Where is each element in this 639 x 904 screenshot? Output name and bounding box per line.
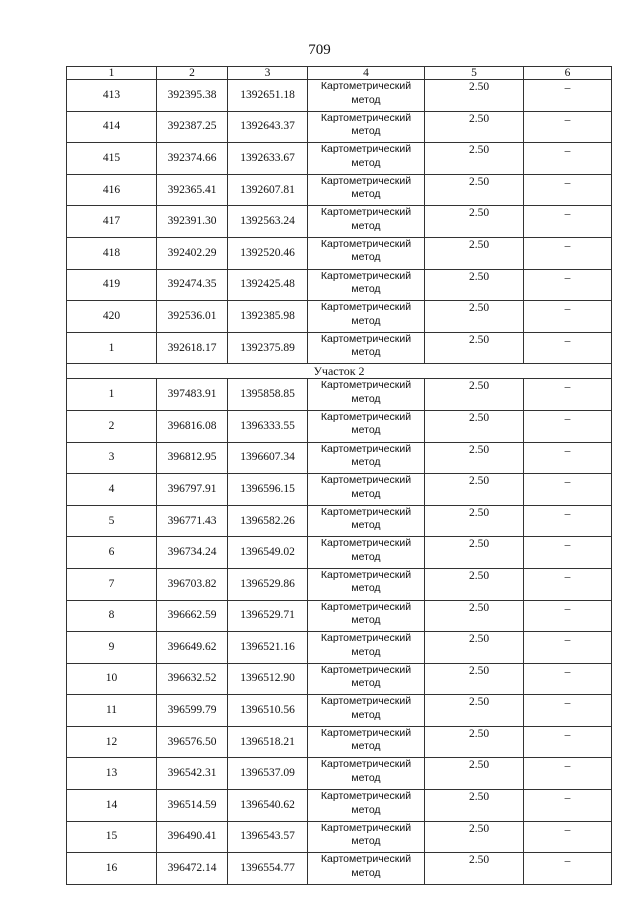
note-cell: –	[524, 237, 612, 269]
x-coordinate-cell: 396472.14	[157, 853, 228, 885]
y-coordinate-cell: 1396529.71	[228, 600, 308, 632]
header-cell: 6	[524, 67, 612, 80]
x-coordinate-cell: 397483.91	[157, 379, 228, 411]
accuracy-cell: 2.50	[425, 663, 524, 695]
point-number-cell: 417	[67, 206, 157, 238]
y-coordinate-cell: 1396537.09	[228, 758, 308, 790]
method-line-2: метод	[351, 188, 381, 201]
coordinates-table	[66, 66, 612, 885]
point-number-cell: 416	[67, 174, 157, 206]
accuracy-cell: 2.50	[425, 206, 524, 238]
accuracy-cell: 2.50	[425, 821, 524, 853]
section-title: Участок 2	[67, 364, 612, 379]
table-row	[67, 600, 612, 632]
point-number-cell: 15	[67, 821, 157, 853]
x-coordinate-cell: 392365.41	[157, 174, 228, 206]
point-number-cell: 413	[67, 80, 157, 112]
note-cell: –	[524, 821, 612, 853]
table-row	[67, 821, 612, 853]
method-cell	[308, 143, 425, 175]
accuracy-cell: 2.50	[425, 790, 524, 822]
method-line-2: метод	[351, 283, 381, 296]
x-coordinate-cell: 392474.35	[157, 269, 228, 301]
x-coordinate-cell: 396816.08	[157, 410, 228, 442]
y-coordinate-cell: 1392375.89	[228, 332, 308, 364]
method-cell	[308, 80, 425, 112]
y-coordinate-cell: 1396510.56	[228, 695, 308, 727]
point-number-cell: 12	[67, 726, 157, 758]
method-line-1: Картометрический	[320, 237, 412, 250]
method-cell	[308, 111, 425, 143]
table-row	[67, 80, 612, 112]
method-line-1: Картометрический	[320, 379, 412, 392]
y-coordinate-cell: 1396543.57	[228, 821, 308, 853]
method-line-2: метод	[351, 835, 381, 848]
x-coordinate-cell: 396632.52	[157, 663, 228, 695]
method-line-2: метод	[351, 866, 381, 879]
note-cell: –	[524, 790, 612, 822]
method-line-1: Картометрический	[320, 206, 412, 219]
method-cell	[308, 537, 425, 569]
method-line-2: метод	[351, 645, 381, 658]
y-coordinate-cell: 1392563.24	[228, 206, 308, 238]
point-number-cell: 2	[67, 410, 157, 442]
point-number-cell: 10	[67, 663, 157, 695]
method-cell	[308, 663, 425, 695]
method-line-1: Картометрический	[320, 80, 412, 92]
method-cell	[308, 206, 425, 238]
y-coordinate-cell: 1396549.02	[228, 537, 308, 569]
note-cell: –	[524, 410, 612, 442]
method-line-1: Картометрический	[320, 410, 412, 423]
method-line-2: метод	[351, 614, 381, 626]
point-number-cell: 7	[67, 568, 157, 600]
method-line-2: метод	[351, 314, 381, 327]
table-row	[67, 537, 612, 569]
y-coordinate-cell: 1392425.48	[228, 269, 308, 301]
table-header-row	[67, 67, 612, 80]
header-cell: 3	[228, 67, 308, 80]
accuracy-cell: 2.50	[425, 600, 524, 632]
point-number-cell: 6	[67, 537, 157, 569]
point-number-cell: 415	[67, 143, 157, 175]
method-cell	[308, 237, 425, 269]
point-number-cell: 418	[67, 237, 157, 269]
y-coordinate-cell: 1392607.81	[228, 174, 308, 206]
y-coordinate-cell: 1392633.67	[228, 143, 308, 175]
table-row	[67, 332, 612, 364]
point-number-cell: 9	[67, 632, 157, 664]
y-coordinate-cell: 1392385.98	[228, 301, 308, 333]
accuracy-cell: 2.50	[425, 505, 524, 537]
y-coordinate-cell: 1396333.55	[228, 410, 308, 442]
method-line-2: метод	[351, 456, 381, 469]
note-cell: –	[524, 206, 612, 238]
table-row	[67, 206, 612, 238]
method-line-1: Картометрический	[320, 301, 412, 314]
method-cell	[308, 301, 425, 333]
method-line-1: Картометрический	[320, 111, 412, 124]
y-coordinate-cell: 1392520.46	[228, 237, 308, 269]
header-cell: 1	[67, 67, 157, 80]
table-row	[67, 663, 612, 695]
note-cell: –	[524, 80, 612, 112]
point-number-cell: 13	[67, 758, 157, 790]
note-cell: –	[524, 632, 612, 664]
method-cell	[308, 410, 425, 442]
note-cell: –	[524, 853, 612, 885]
method-line-2: метод	[351, 346, 381, 359]
table-row	[67, 568, 612, 600]
method-line-1: Картометрический	[320, 632, 412, 645]
method-line-1: Картометрический	[320, 758, 412, 771]
note-cell: –	[524, 174, 612, 206]
method-cell	[308, 332, 425, 364]
x-coordinate-cell: 396542.31	[157, 758, 228, 790]
accuracy-cell: 2.50	[425, 111, 524, 143]
table-row	[67, 379, 612, 411]
method-line-1: Картометрический	[320, 174, 412, 187]
method-cell	[308, 790, 425, 822]
accuracy-cell: 2.50	[425, 726, 524, 758]
note-cell: –	[524, 537, 612, 569]
note-cell: –	[524, 505, 612, 537]
x-coordinate-cell: 396703.82	[157, 568, 228, 600]
method-line-2: метод	[351, 519, 381, 532]
method-line-1: Картометрический	[320, 474, 412, 487]
table-row	[67, 695, 612, 727]
accuracy-cell: 2.50	[425, 237, 524, 269]
method-line-1: Картометрический	[320, 663, 412, 676]
method-line-2: метод	[351, 677, 381, 690]
y-coordinate-cell: 1396529.86	[228, 568, 308, 600]
method-line-1: Картометрический	[320, 790, 412, 803]
x-coordinate-cell: 396576.50	[157, 726, 228, 758]
x-coordinate-cell: 392402.29	[157, 237, 228, 269]
note-cell: –	[524, 600, 612, 632]
method-cell	[308, 442, 425, 474]
accuracy-cell: 2.50	[425, 537, 524, 569]
x-coordinate-cell: 392395.38	[157, 80, 228, 112]
point-number-cell: 16	[67, 853, 157, 885]
table-row	[67, 853, 612, 885]
method-cell	[308, 632, 425, 664]
y-coordinate-cell: 1392651.18	[228, 80, 308, 112]
x-coordinate-cell: 392618.17	[157, 332, 228, 364]
accuracy-cell: 2.50	[425, 143, 524, 175]
table-row	[67, 632, 612, 664]
accuracy-cell: 2.50	[425, 853, 524, 885]
method-line-1: Картометрический	[320, 853, 412, 866]
accuracy-cell: 2.50	[425, 568, 524, 600]
note-cell: –	[524, 269, 612, 301]
method-line-1: Картометрический	[320, 143, 412, 156]
method-line-2: метод	[351, 219, 381, 232]
table-row	[67, 269, 612, 301]
accuracy-cell: 2.50	[425, 632, 524, 664]
method-line-2: метод	[351, 392, 381, 405]
method-line-1: Картометрический	[320, 726, 412, 739]
method-line-1: Картометрический	[320, 821, 412, 834]
coordinates-table-body	[67, 67, 612, 885]
point-number-cell: 420	[67, 301, 157, 333]
note-cell: –	[524, 758, 612, 790]
note-cell: –	[524, 442, 612, 474]
table-row	[67, 410, 612, 442]
method-cell	[308, 695, 425, 727]
x-coordinate-cell: 396797.91	[157, 474, 228, 506]
header-cell: 2	[157, 67, 228, 80]
point-number-cell: 4	[67, 474, 157, 506]
table-row	[67, 474, 612, 506]
table-row	[67, 301, 612, 333]
table-row	[67, 726, 612, 758]
point-number-cell: 14	[67, 790, 157, 822]
method-line-2: метод	[351, 550, 381, 563]
method-line-2: метод	[351, 708, 381, 721]
y-coordinate-cell: 1396521.16	[228, 632, 308, 664]
method-line-1: Картометрический	[320, 600, 412, 613]
method-line-2: метод	[351, 93, 381, 106]
y-coordinate-cell: 1392643.37	[228, 111, 308, 143]
x-coordinate-cell: 396514.59	[157, 790, 228, 822]
note-cell: –	[524, 143, 612, 175]
method-cell	[308, 174, 425, 206]
method-line-2: метод	[351, 803, 381, 816]
method-line-2: метод	[351, 582, 381, 595]
point-number-cell: 1	[67, 332, 157, 364]
method-line-2: метод	[351, 740, 381, 753]
method-cell	[308, 821, 425, 853]
x-coordinate-cell: 396812.95	[157, 442, 228, 474]
method-line-1: Картометрический	[320, 332, 412, 345]
note-cell: –	[524, 379, 612, 411]
x-coordinate-cell: 392536.01	[157, 301, 228, 333]
x-coordinate-cell: 392387.25	[157, 111, 228, 143]
x-coordinate-cell: 396771.43	[157, 505, 228, 537]
method-line-2: метод	[351, 156, 381, 169]
note-cell: –	[524, 474, 612, 506]
accuracy-cell: 2.50	[425, 379, 524, 411]
method-line-2: метод	[351, 771, 381, 784]
y-coordinate-cell: 1396596.15	[228, 474, 308, 506]
method-line-2: метод	[351, 487, 381, 500]
section-header-row	[67, 364, 612, 379]
accuracy-cell: 2.50	[425, 410, 524, 442]
note-cell: –	[524, 726, 612, 758]
note-cell: –	[524, 301, 612, 333]
table-row	[67, 442, 612, 474]
method-cell	[308, 726, 425, 758]
accuracy-cell: 2.50	[425, 332, 524, 364]
y-coordinate-cell: 1396582.26	[228, 505, 308, 537]
table-row	[67, 237, 612, 269]
method-cell	[308, 505, 425, 537]
point-number-cell: 5	[67, 505, 157, 537]
method-cell	[308, 758, 425, 790]
y-coordinate-cell: 1396554.77	[228, 853, 308, 885]
point-number-cell: 3	[67, 442, 157, 474]
method-line-2: метод	[351, 125, 381, 138]
accuracy-cell: 2.50	[425, 442, 524, 474]
note-cell: –	[524, 695, 612, 727]
accuracy-cell: 2.50	[425, 301, 524, 333]
method-line-1: Картометрический	[320, 695, 412, 708]
method-line-1: Картометрический	[320, 537, 412, 550]
x-coordinate-cell: 396734.24	[157, 537, 228, 569]
y-coordinate-cell: 1396540.62	[228, 790, 308, 822]
x-coordinate-cell: 396599.79	[157, 695, 228, 727]
method-line-2: метод	[351, 251, 381, 264]
table-row	[67, 143, 612, 175]
note-cell: –	[524, 111, 612, 143]
method-line-1: Картометрический	[320, 442, 412, 455]
table-row	[67, 111, 612, 143]
accuracy-cell: 2.50	[425, 474, 524, 506]
y-coordinate-cell: 1395858.85	[228, 379, 308, 411]
method-cell	[308, 379, 425, 411]
method-line-1: Картометрический	[320, 568, 412, 581]
method-line-1: Картометрический	[320, 505, 412, 518]
y-coordinate-cell: 1396518.21	[228, 726, 308, 758]
note-cell: –	[524, 568, 612, 600]
accuracy-cell: 2.50	[425, 758, 524, 790]
accuracy-cell: 2.50	[425, 695, 524, 727]
method-cell	[308, 600, 425, 632]
page-number: 709	[308, 42, 331, 58]
point-number-cell: 419	[67, 269, 157, 301]
x-coordinate-cell: 396490.41	[157, 821, 228, 853]
note-cell: –	[524, 332, 612, 364]
header-cell: 4	[308, 67, 425, 80]
y-coordinate-cell: 1396512.90	[228, 663, 308, 695]
point-number-cell: 11	[67, 695, 157, 727]
method-cell	[308, 474, 425, 506]
method-cell	[308, 853, 425, 885]
x-coordinate-cell: 392374.66	[157, 143, 228, 175]
y-coordinate-cell: 1396607.34	[228, 442, 308, 474]
method-cell	[308, 568, 425, 600]
accuracy-cell: 2.50	[425, 80, 524, 112]
x-coordinate-cell: 396649.62	[157, 632, 228, 664]
point-number-cell: 414	[67, 111, 157, 143]
method-line-2: метод	[351, 424, 381, 437]
note-cell: –	[524, 663, 612, 695]
table-row	[67, 758, 612, 790]
table-row	[67, 174, 612, 206]
table-row	[67, 790, 612, 822]
point-number-cell: 1	[67, 379, 157, 411]
accuracy-cell: 2.50	[425, 174, 524, 206]
point-number-cell: 8	[67, 600, 157, 632]
x-coordinate-cell: 396662.59	[157, 600, 228, 632]
method-line-1: Картометрический	[320, 269, 412, 282]
header-cell: 5	[425, 67, 524, 80]
table-row	[67, 505, 612, 537]
accuracy-cell: 2.50	[425, 269, 524, 301]
method-cell	[308, 269, 425, 301]
x-coordinate-cell: 392391.30	[157, 206, 228, 238]
